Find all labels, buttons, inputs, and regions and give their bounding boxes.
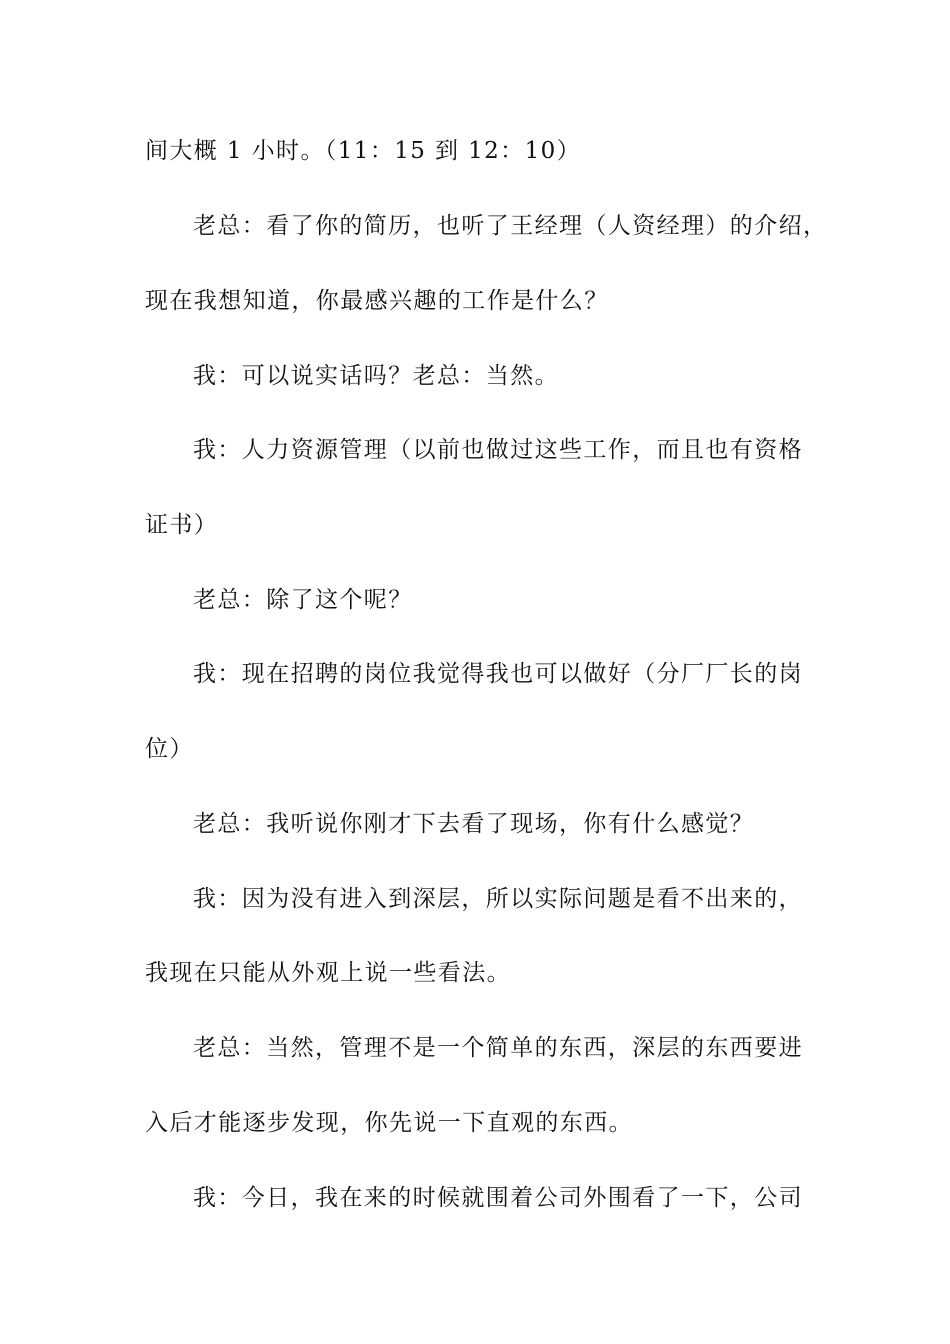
- text-line: 间大概 1 小时。（11：15 到 12：10）: [145, 138, 582, 164]
- text-line: 现在我想知道，你最感兴趣的工作是什么？: [145, 288, 609, 314]
- text-line: 老总：我听说你刚才下去看了现场，你有什么感觉？: [193, 811, 755, 837]
- text-line: 我：因为没有进入到深层，所以实际问题是看不出来的，: [193, 886, 803, 912]
- text-line: 老总：除了这个呢？: [193, 587, 413, 613]
- text-line: 我：今日，我在来的时候就围着公司外围看了一下，公司: [193, 1185, 803, 1211]
- text-line: 我：人力资源管理（以前也做过这些工作，而且也有资格: [193, 437, 803, 463]
- text-line: 老总：当然，管理不是一个简单的东西，深层的东西要进: [193, 1035, 803, 1061]
- text-line: 我：可以说实话吗？老总：当然。: [193, 363, 559, 389]
- text-line: 证书）: [145, 512, 219, 538]
- text-line: 入后才能逐步发现，你先说一下直观的东西。: [145, 1110, 633, 1136]
- text-line: 老总：看了你的简历，也听了王经理（人资经理）的介绍，: [193, 213, 828, 239]
- text-line: 我：现在招聘的岗位我觉得我也可以做好（分厂厂长的岗: [193, 661, 803, 687]
- text-line: 位）: [145, 736, 194, 762]
- text-line: 我现在只能从外观上说一些看法。: [145, 960, 511, 986]
